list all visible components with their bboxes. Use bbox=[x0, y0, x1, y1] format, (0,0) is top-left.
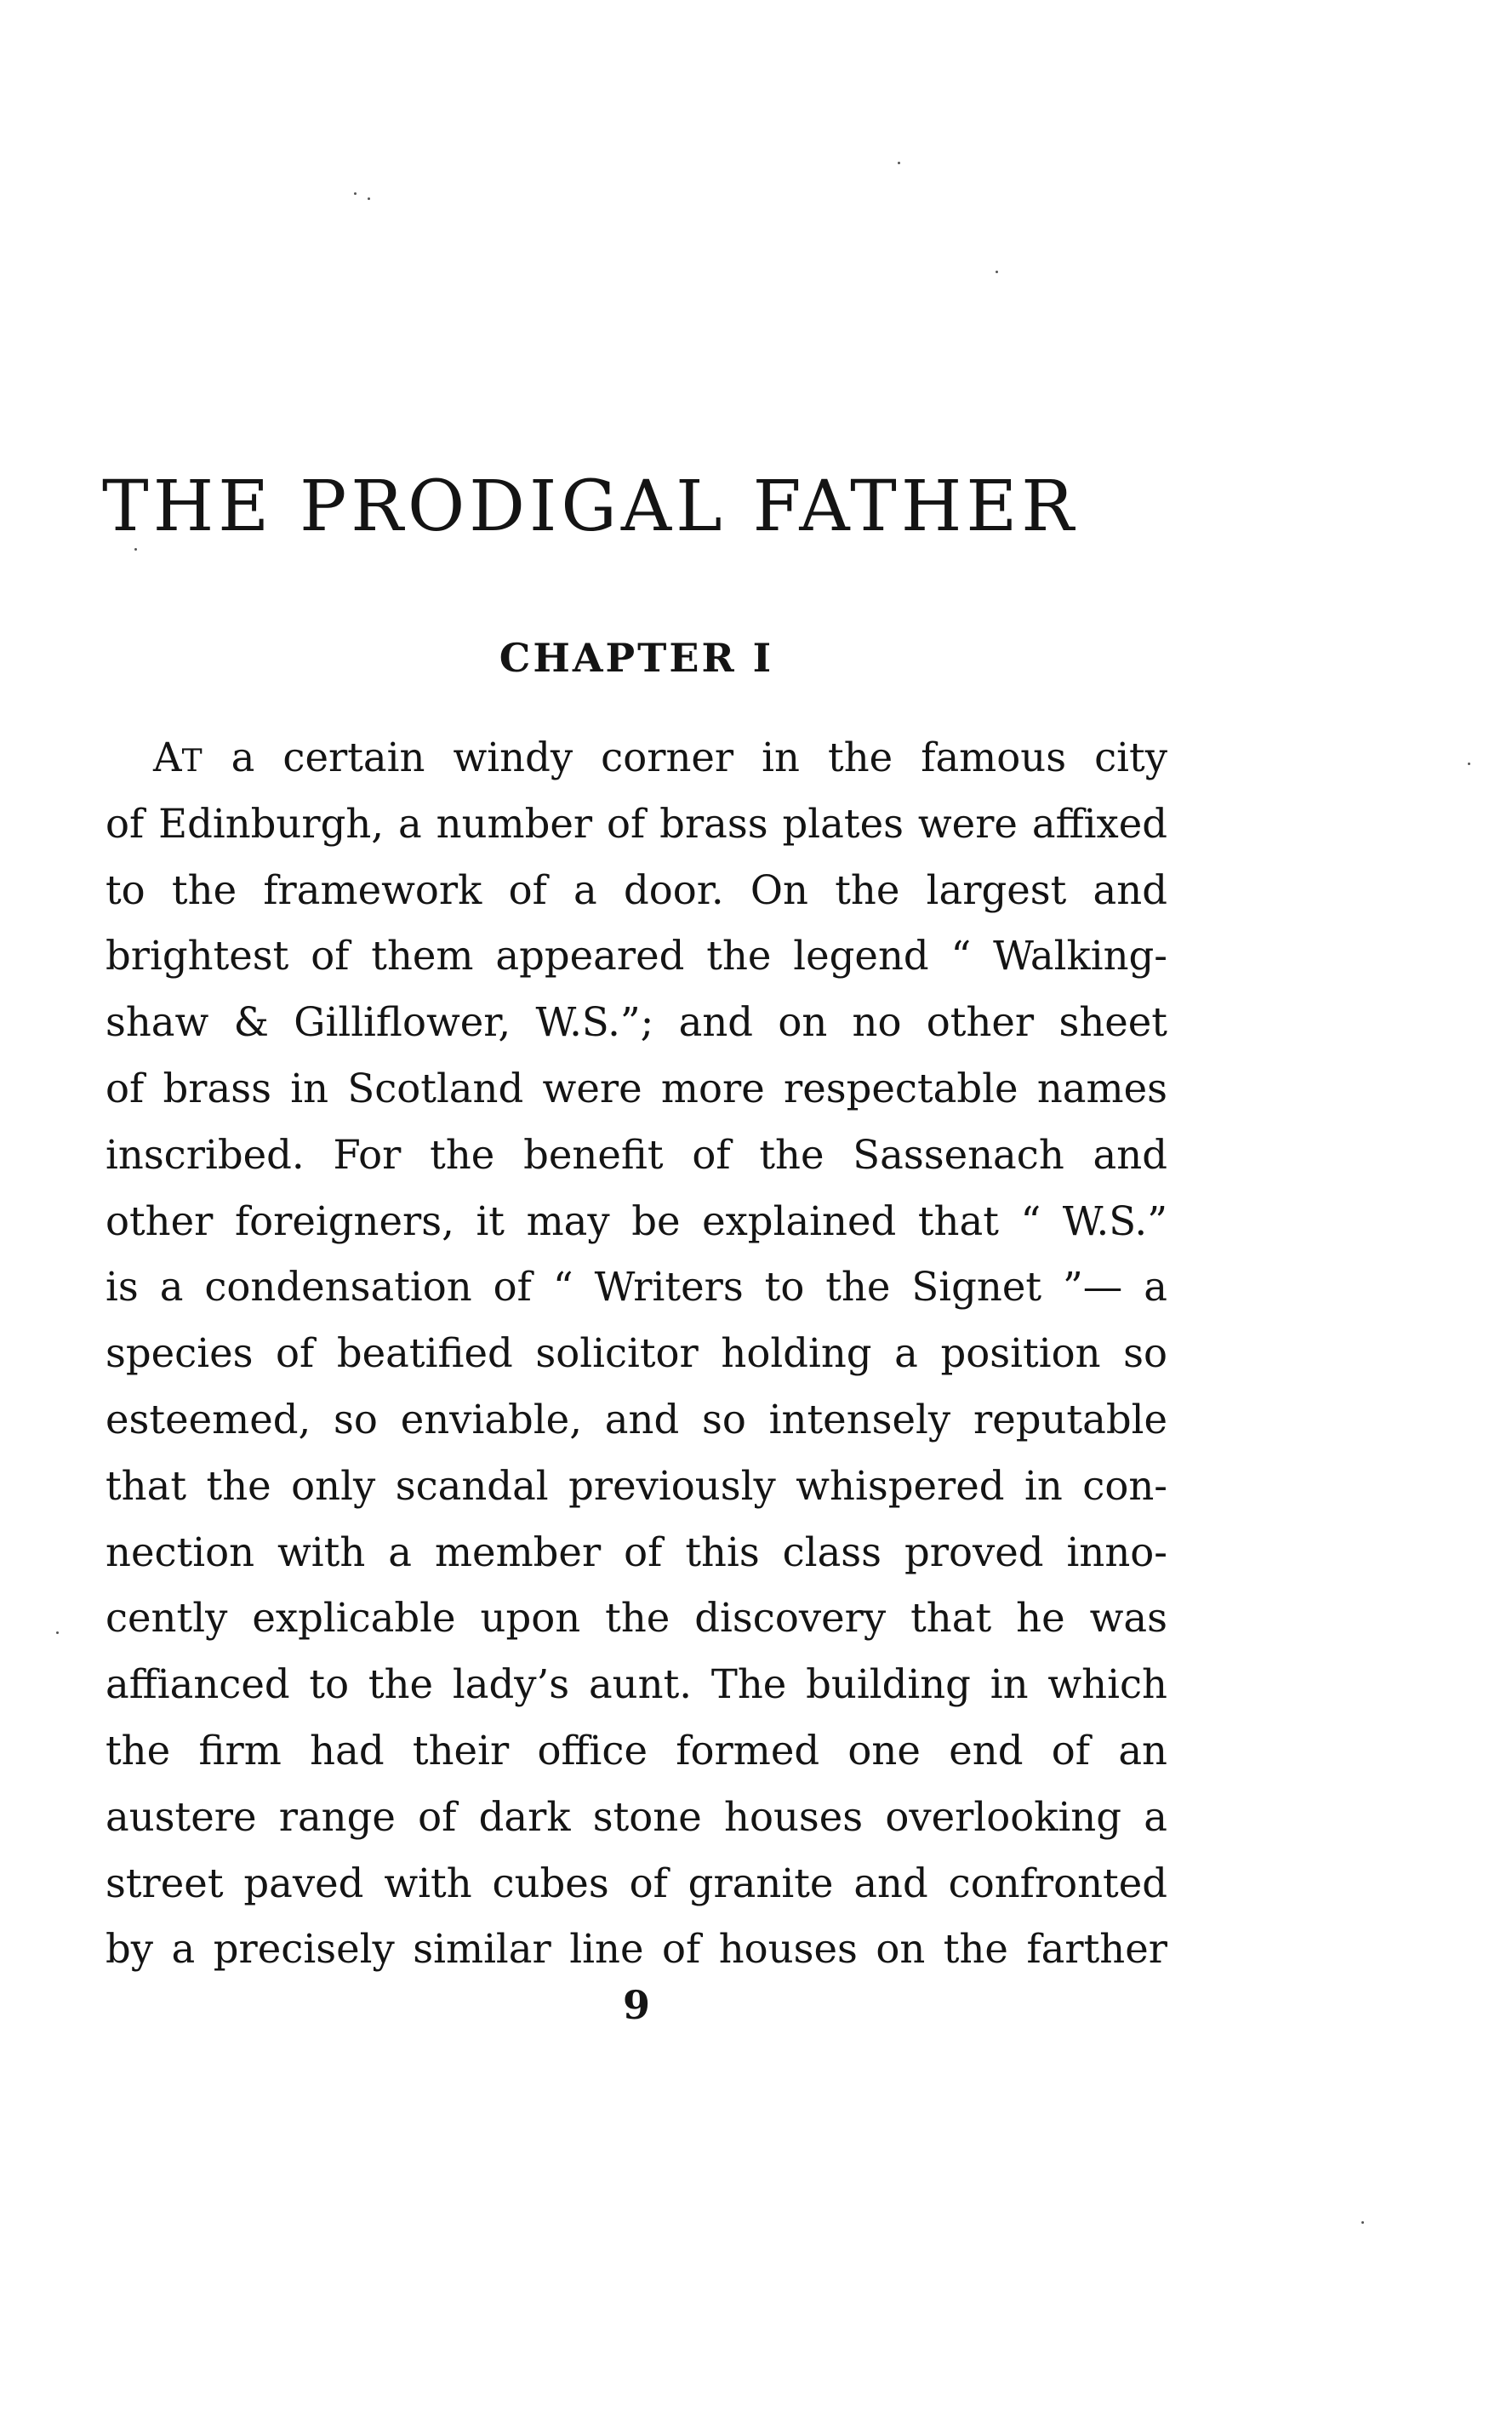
scan-speck bbox=[1468, 763, 1470, 765]
text-line: esteemed, so enviable, and so intensely reputable bbox=[106, 1396, 1167, 1443]
text-line: inscribed. For the benefit of the Sassenach and bbox=[106, 1131, 1167, 1178]
scan-speck bbox=[354, 192, 357, 195]
book-title: THE PRODIGAL FATHER bbox=[102, 466, 1078, 547]
text-line-1 bbox=[106, 725, 1167, 791]
scan-speck bbox=[368, 197, 370, 200]
scan-speck bbox=[134, 548, 137, 551]
opening-initial: A bbox=[153, 734, 182, 780]
text-line: nection with a member of this class proved inno- bbox=[106, 1528, 1167, 1575]
text-line: street paved with cubes of granite and confronted bbox=[106, 1860, 1167, 1906]
scan-speck bbox=[1361, 2221, 1364, 2224]
scan-speck bbox=[996, 271, 998, 273]
text-line: of brass in Scotland were more respectable names bbox=[106, 1065, 1167, 1111]
text-line: the firm had their office formed one end of an bbox=[106, 1727, 1167, 1774]
text-line: by a precisely similar line of houses on the farther bbox=[106, 1926, 1167, 1973]
first-line-text: a certain windy corner in the famous city bbox=[203, 734, 1167, 780]
text-line: austere range of dark stone houses overlooking a bbox=[106, 1793, 1167, 1840]
text-line: species of beatified solicitor holding a position so bbox=[106, 1330, 1167, 1377]
text-line: cently explicable upon the discovery that he was bbox=[106, 1595, 1167, 1642]
text-line: of Edinburgh, a number of brass plates were affixed bbox=[106, 800, 1167, 847]
text-line: affianced to the lady’s aunt. The building in which bbox=[106, 1661, 1167, 1708]
scan-speck bbox=[898, 162, 900, 164]
body-paragraph bbox=[106, 725, 1167, 1983]
text-line: that the only scandal previously whispered in con- bbox=[106, 1462, 1167, 1509]
page-number: 9 bbox=[622, 1982, 650, 2028]
text-line: is a condensation of “ Writers to the Signet ”— a bbox=[106, 1264, 1167, 1311]
opening-smallcap: T bbox=[181, 744, 203, 779]
text-line: to the framework of a door. On the largest and bbox=[106, 866, 1167, 913]
text-line: brightest of them appeared the legend “ Walking- bbox=[106, 933, 1167, 980]
chapter-heading: CHAPTER I bbox=[499, 635, 774, 681]
text-line: shaw & Gilliflower, W.S.”; and on no other sheet bbox=[106, 999, 1167, 1046]
scan-speck bbox=[56, 1631, 59, 1634]
text-line: other foreigners, it may be explained that “ W.S.” bbox=[106, 1197, 1167, 1244]
